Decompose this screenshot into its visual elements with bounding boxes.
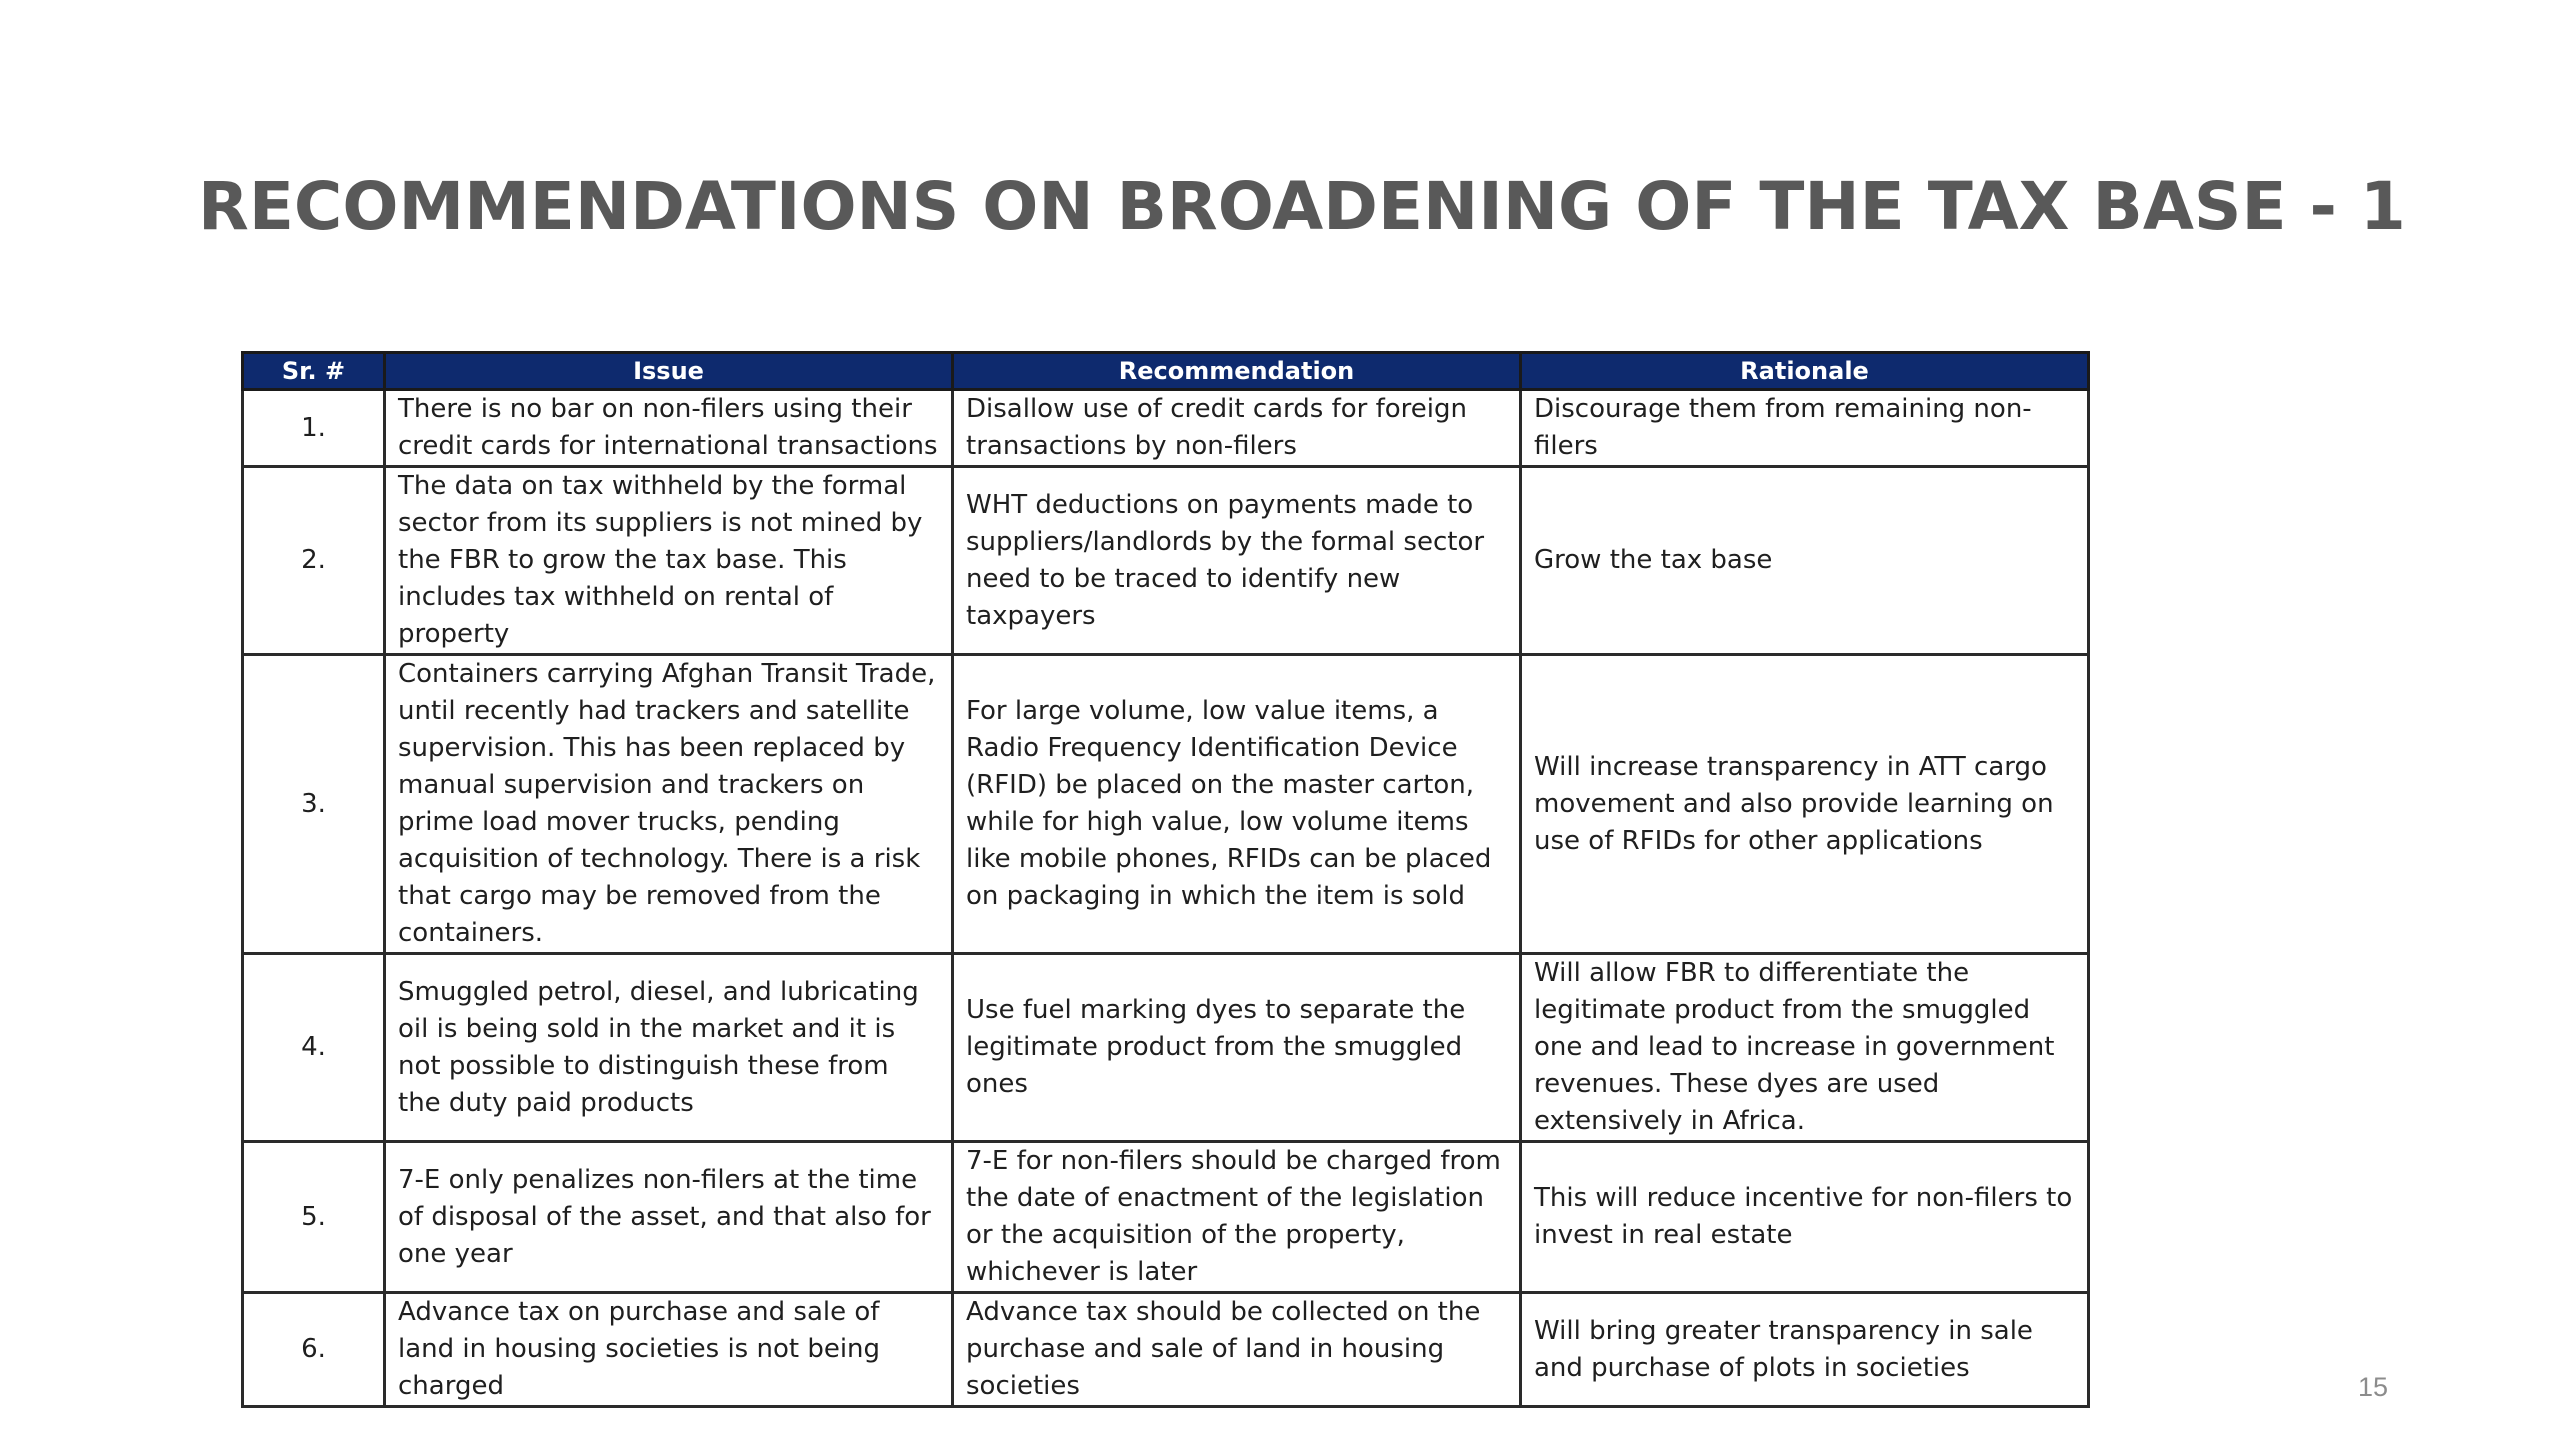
header-sr: Sr. # [243,353,385,390]
cell-sr: 3. [243,655,385,954]
cell-recommendation: WHT deductions on payments made to suppliers/landlords by the formal sector need to be traced to identify new taxpayers [953,467,1521,655]
header-rationale: Rationale [1521,353,2089,390]
recommendations-table [241,351,2090,1408]
table-row [243,467,2089,655]
cell-recommendation: Use fuel marking dyes to separate the legitimate product from the smuggled ones [953,954,1521,1142]
cell-rationale: Will bring greater transparency in sale and purchase of plots in societies [1521,1293,2089,1407]
cell-rationale: Will allow FBR to differentiate the legitimate product from the smuggled one and lead to increase in government revenues. These dyes are used extensively in Africa. [1521,954,2089,1142]
header-recommendation: Recommendation [953,353,1521,390]
cell-recommendation: 7-E for non-filers should be charged from the date of enactment of the legislation or the acquisition of the property, whichever is later [953,1142,1521,1293]
page-number: 15 [2358,1372,2389,1402]
table-row [243,655,2089,954]
cell-recommendation: Disallow use of credit cards for foreign transactions by non-filers [953,390,1521,467]
cell-issue: There is no bar on non-filers using their credit cards for international transactions [385,390,953,467]
table-row [243,1142,2089,1293]
cell-sr: 1. [243,390,385,467]
cell-sr: 4. [243,954,385,1142]
cell-sr: 2. [243,467,385,655]
cell-rationale: Grow the tax base [1521,467,2089,655]
cell-issue: Smuggled petrol, diesel, and lubricating oil is being sold in the market and it is not possible to distinguish these from the duty paid products [385,954,953,1142]
cell-issue: Advance tax on purchase and sale of land in housing societies is not being charged [385,1293,953,1407]
header-issue: Issue [385,353,953,390]
cell-rationale: Will increase transparency in ATT cargo movement and also provide learning on use of RFIDs for other applications [1521,655,2089,954]
cell-issue: 7-E only penalizes non-filers at the time of disposal of the asset, and that also for one year [385,1142,953,1293]
table-row [243,954,2089,1142]
table-row [243,390,2089,467]
table-row [243,1293,2089,1407]
cell-recommendation: For large volume, low value items, a Radio Frequency Identification Device (RFID) be placed on the master carton, while for high value, low volume items like mobile phones, RFIDs can be placed on packaging in which the item is sold [953,655,1521,954]
slide-title: RECOMMENDATIONS ON BROADENING OF THE TAX BASE - 1 [198,168,2406,245]
table-header-row [243,353,2089,390]
cell-recommendation: Advance tax should be collected on the purchase and sale of land in housing societies [953,1293,1521,1407]
cell-issue: Containers carrying Afghan Transit Trade, until recently had trackers and satellite supervision. This has been replaced by manual supervision and trackers on prime load mover trucks, pending acquisition of technology. There is a risk that cargo may be removed from the containers. [385,655,953,954]
cell-sr: 5. [243,1142,385,1293]
cell-rationale: Discourage them from remaining non-filers [1521,390,2089,467]
cell-issue: The data on tax withheld by the formal sector from its suppliers is not mined by the FBR to grow the tax base. This includes tax withheld on rental of property [385,467,953,655]
cell-rationale: This will reduce incentive for non-filers to invest in real estate [1521,1142,2089,1293]
cell-sr: 6. [243,1293,385,1407]
